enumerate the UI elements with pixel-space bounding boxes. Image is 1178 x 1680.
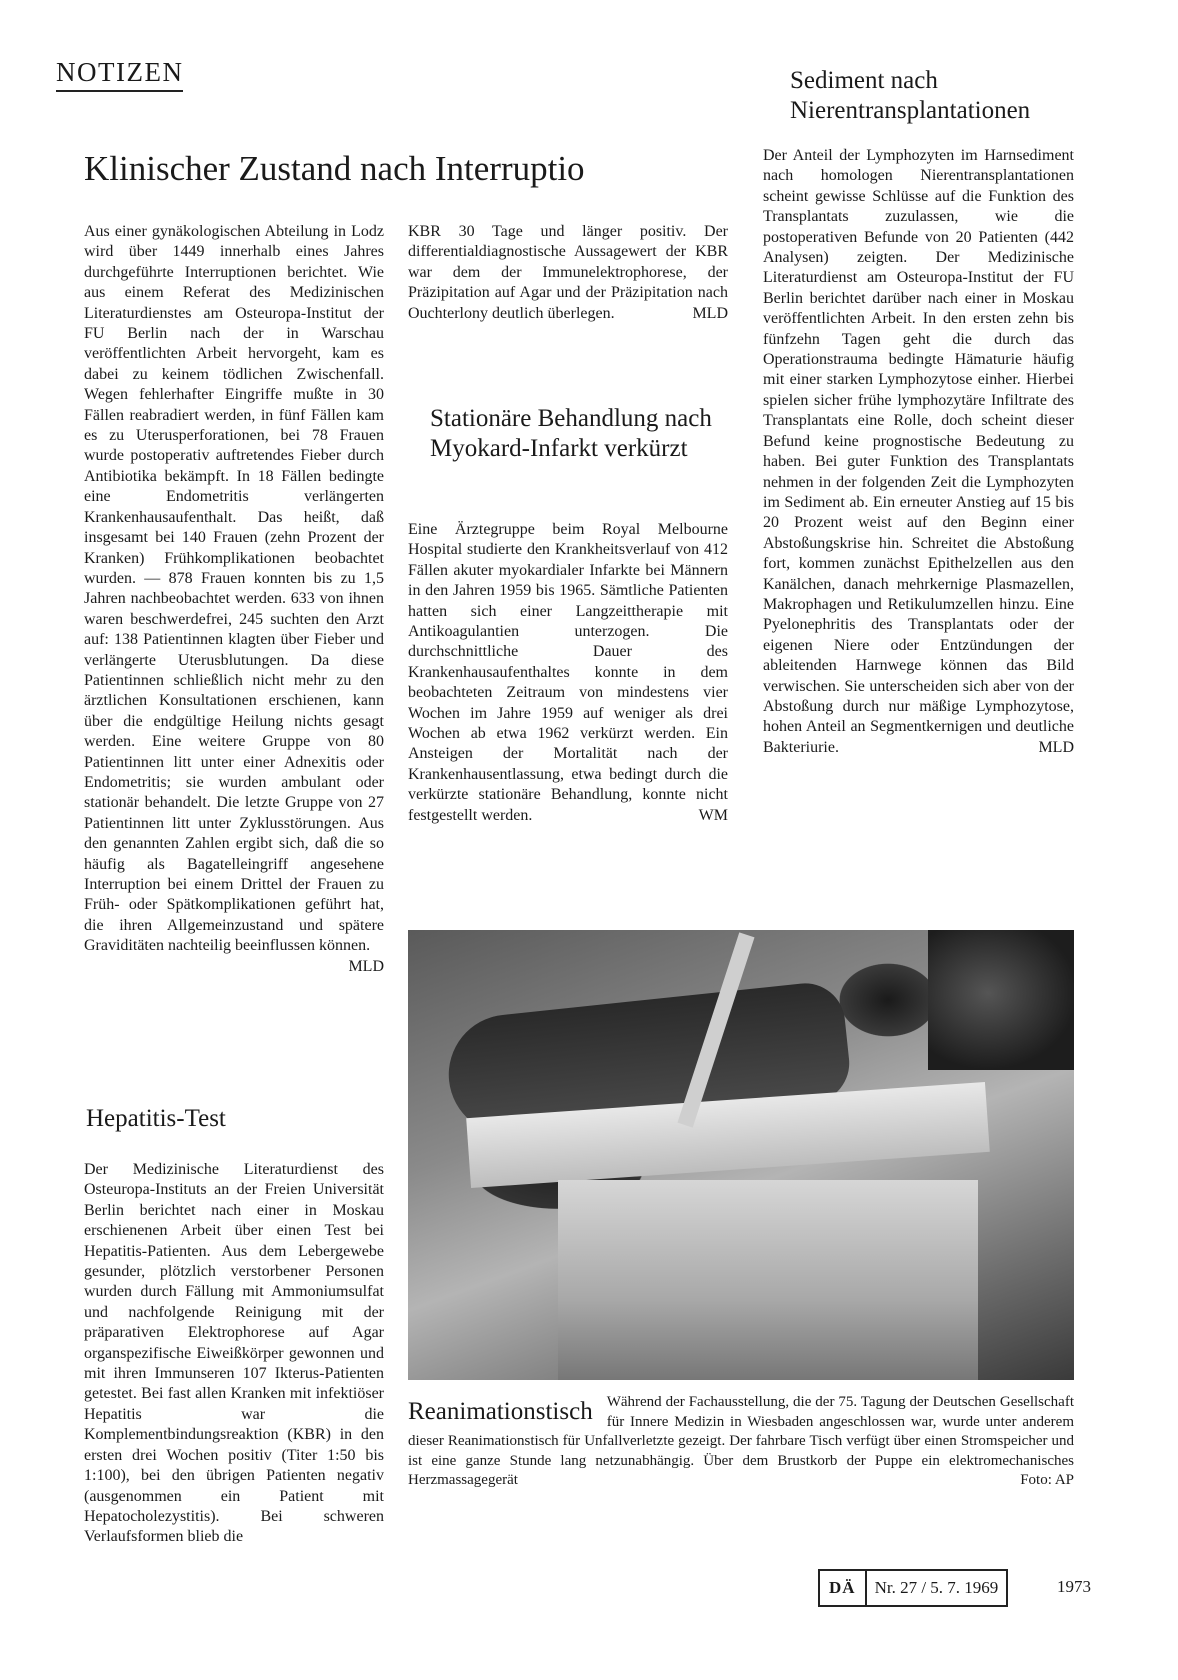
interruptio-col1-text: Aus einer gynäkologischen Abteilung in Lodz wird über 1449 innerhalb eines Jahres durchgeführte Interruptionen berichtet. Wie aus einem Referat des Medizinischen Literaturdienstes am Osteuropa-Institut der FU Berlin nach der in Warschau veröffentlichten Arbeit hervorgeht, kam es dabei zu keinem tödlichen Zwischenfall. Wegen fehlerhafter Eingriffe mußte in 30 Fällen reabradiert werden, in fünf Fällen kam es zu Uterusperforationen, bei 78 Frauen wurde postoperativ auftretendes Fieber durch Antibiotika bekämpft. In 18 Fällen bedingte eine Endometritis verlängerten Krankenhausaufenthalt. Das heißt, daß insgesamt bei 140 Frauen (zehn Prozent der Kranken) Frühkomplikationen beobachtet wurden. — 878 Frauen konnten bis zu 1,5 Jahren nachbeobachtet werden. 633 von ihnen waren beschwerdefrei, 245 suchten den Arzt auf: 138 Patientinnen klagten über Fieber und verlängerte Uterusblutungen. Da diese Patientinnen schließlich nicht mehr zu den ärztlichen Konsultationen erschienen, kann über die endgültige Heilung nichts gesagt werden. Eine weitere Gruppe von 80 Patientinnen litt unter einer Adnexitis oder Endometritis; sie wurden ambulant oder stationär behandelt. Die letzte Gruppe von 27 Patientinnen litt unter Zyklusstörungen. Aus den genannten Zahlen ergibt sich, daß die so häufig als Bagatelleingriff angesehene Interruption bei einem Drittel der Frauen zu Früh- oder Spätkomplikationen geführt hat, die ihren Allgemeinzustand und spätere Graviditäten nachteilig beeinflussen können.	[84, 223, 384, 955]
photo-credit: Foto: AP	[1020, 1472, 1074, 1488]
sediment-title: Sediment nach Nierentransplantationen	[790, 67, 1031, 124]
person-figure	[928, 930, 1074, 1070]
hepatitis-body	[84, 1160, 384, 1548]
interruptio-title: Klinischer Zustand nach Interruptio	[84, 149, 585, 188]
caption-title: Reanimationstisch	[408, 1398, 593, 1425]
reanimation-table-photo	[408, 930, 1074, 1380]
myokard-body	[408, 520, 728, 826]
sediment-body	[763, 146, 1074, 758]
issue-info: Nr. 27 / 5. 7. 1969	[874, 1578, 999, 1597]
interruptio-col2	[408, 222, 728, 324]
page-number: 1973	[1057, 1577, 1091, 1596]
table-base	[558, 1180, 978, 1380]
caption-text: Während der Fachausstellung, die der 75. Tagung der Deutschen Gesellschaft für Innere Medizin in Wiesbaden angeschlossen war, wurde unter anderem dieser Reanimationstisch für Unfallverletzte gezeigt. Der fahrbare Tisch verfügt über einen Stromspeicher und ist eine ganze Stunde lang netzunabhängig. Über dem Brustkorb der Puppe ein elektromechanisches Herzmassagegerät	[408, 1394, 1074, 1488]
section-label: NOTIZEN	[56, 58, 183, 92]
sediment-signature: MLD	[1038, 738, 1074, 756]
interruptio-col2-signature: MLD	[692, 304, 728, 322]
interruptio-col2-text: KBR 30 Tage und länger positiv. Der differentialdiagnostische Aussagewert der KBR war dem der Immunelektrophorese, der Präzipitation auf Agar und der Präzipitation nach Ouchterlony deutlich überlegen.	[408, 223, 728, 322]
myokard-signature: WM	[698, 806, 728, 824]
journal-logo: DÄ	[820, 1571, 867, 1605]
journal-footer	[818, 1569, 1008, 1607]
hepatitis-title: Hepatitis-Test	[86, 1105, 226, 1132]
myokard-text: Eine Ärztegruppe beim Royal Melbourne Hospital studierte den Krankheitsverlauf von 412 Fällen akuter myokardialer Infarkte bei Männern in den Jahren 1959 bis 1965. Sämtliche Patienten hatten sich einer Langzeittherapie mit Antikoagulantien unterzogen. Die durchschnittliche Dauer des Krankenhausaufenthaltes konnte in dem beobachteten Zeitraum von mindestens vier Wochen im Jahre 1959 auf weniger als drei Wochen ab etwa 1962 verkürzt werden. Ein Ansteigen der Mortalität nach der Krankenhausentlassung, etwa bedingt durch die verkürzte stationäre Behandlung, konnte nicht festgestellt werden.	[408, 521, 728, 824]
interruptio-col1	[84, 222, 384, 977]
hepatitis-text: Der Medizinische Literaturdienst des Osteuropa-Instituts an der Freien Universität Berlin berichtet nach einer in Moskau erschienenen Arbeit über einen Test bei Hepatitis-Patienten. Aus dem Lebergewebe gesunder, plötzlich verstorbener Personen wurden durch Fällung mit Ammoniumsulfat und nachfolgende Reinigung mit der präparativen Elektrophorese auf Agar organspezifische Eiweißkörper gewonnen und mit ihren Immunseren 107 Ikterus-Patienten getestet. Bei fast allen Kranken mit infektiöser Hepatitis war die Komplementbindungsreaktion (KBR) in den ersten drei Wochen positiv (Titer 1:50 bis 1:100), bei den übrigen Patienten negativ (ausgenommen ein Patient mit Hepatocholezystitis). Bei schweren Verlaufsformen blieb die	[84, 1161, 384, 1546]
photo-caption	[408, 1393, 1074, 1491]
interruptio-col1-signature: MLD	[348, 957, 384, 975]
sediment-text: Der Anteil der Lymphozyten im Harnsediment nach homologen Nierentransplantationen scheint gewisse Schlüsse auf die Funktion des Transplantats zuzulassen, wie die postoperativen Befunde von 20 Patienten (442 Analysen) zeigten. Der Medizinische Literaturdienst am Osteuropa-Institut der FU Berlin berichtet darüber nach einer in Moskau veröffentlichten Arbeit. In den ersten zehn bis fünfzehn Tagen geht die durch das Operationstrauma bedingte Hämaturie häufig mit einer starken Lymphozytose einher. Hierbei spielen sicher frühe lymphozytäre Infiltrate des Transplantats eine Rolle, doch scheint dieser Befund keine prognostische Bedeutung zu haben. Bei guter Funktion des Transplantats nehmen in der folgenden Zeit die Lymphozyten im Sediment ab. Ein erneuter Anstieg auf 15 bis 20 Prozent weist auf den Beginn einer Abstoßungskrise hin. Schreitet die Abstoßung fort, kommen zunächst Epithelzellen aus den Kanälchen, danach mehrkernige Plasmazellen, Makrophagen und Retikulumzellen hinzu. Eine Pyelonephritis des Transplantats oder der eigenen Niere oder Entzündungen der ableitenden Harnwege können das Bild verwischen. Sie unterscheiden sich aber von der Abstoßung durch nur mäßige Lymphozytose, hohen Anteil an Segmentkernigen und deutliche Bakteriurie.	[763, 147, 1074, 756]
myokard-title: Stationäre Behandlung nach Myokard-Infarkt verkürzt	[430, 405, 712, 462]
